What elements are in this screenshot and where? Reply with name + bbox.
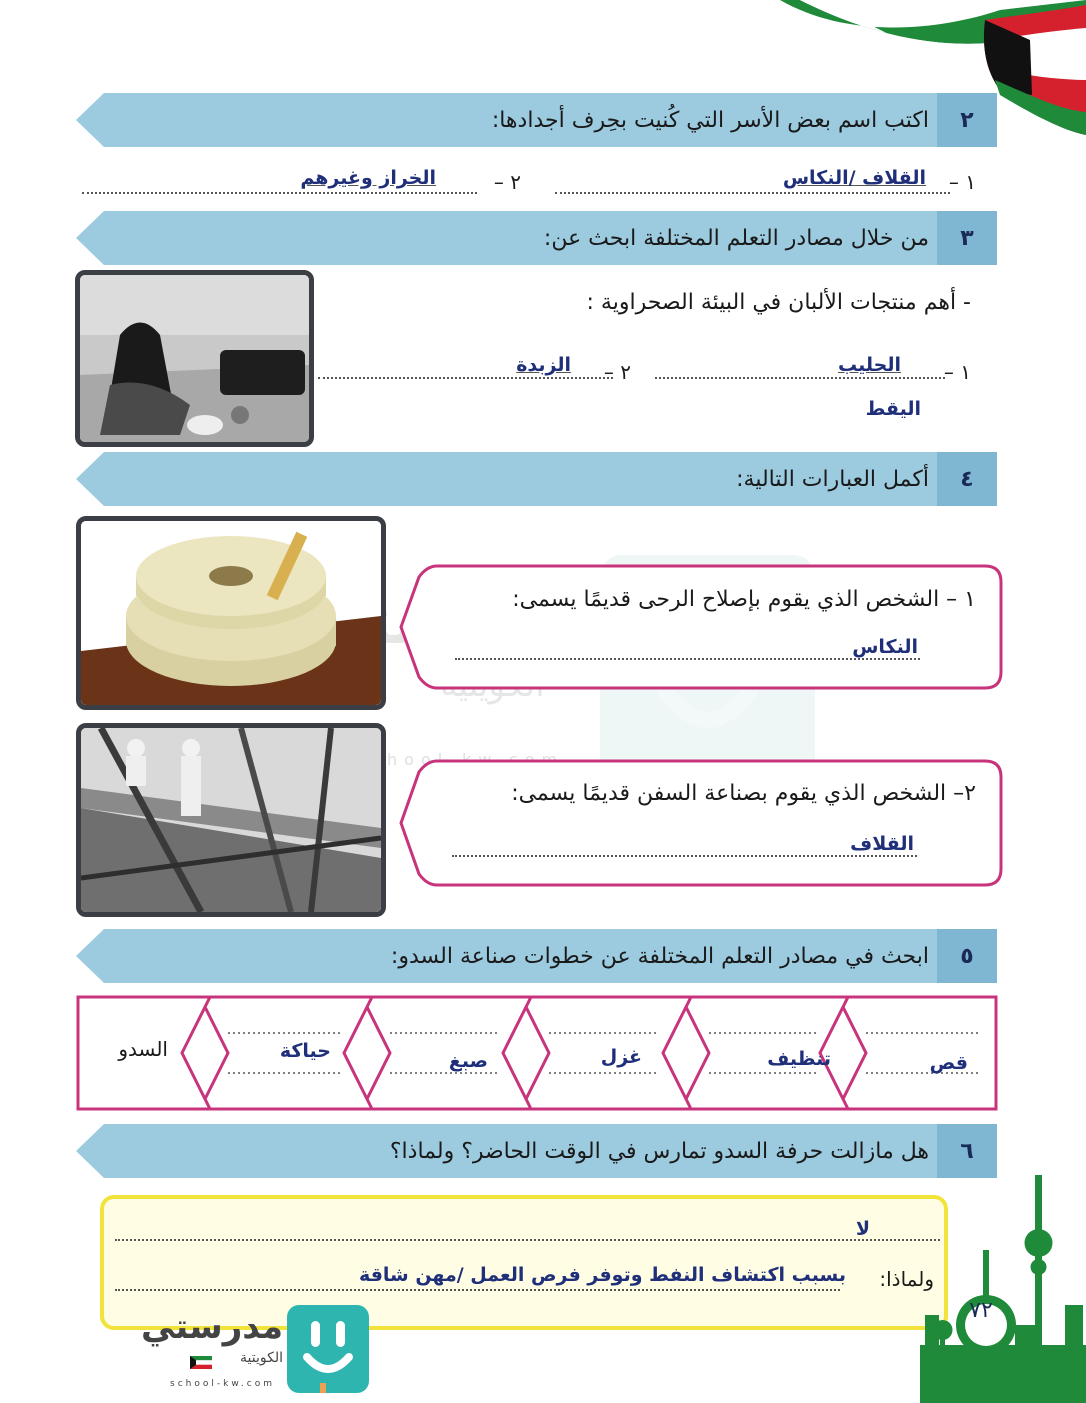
q3-prompt: - أهم منتجات الألبان في البيئة الصحراوية : [586,290,971,315]
q2-item2-prefix: ٢ – [493,170,521,194]
logo-url: school-kw.com [170,1379,275,1389]
q2-item2-line [82,192,477,194]
millstone-photo [76,516,386,710]
q3-item1-extra: اليقط [865,398,921,420]
q4-s1-line [455,658,920,660]
page-number: ٧٢ [969,1298,993,1323]
logo-flag-icon [190,1354,212,1367]
q5-banner [76,929,997,983]
logo-name: مدرستي [141,1307,283,1347]
q3-item2-prefix: ٢ – [603,360,631,384]
q4-s2-answer: القلاف [850,833,914,855]
q5-number: ٥ [960,943,974,969]
q6-banner [76,1124,997,1178]
q4-s2-frame [397,758,1005,888]
q3-title: من خلال مصادر التعلم المختلفة ابحث عن: [543,225,929,251]
q6-why-label: ولماذا: [879,1267,934,1291]
q2-title: اكتب اسم بعض الأسر التي كُنيت بحِرف أجدادها: [491,107,929,133]
q3-item1-line [655,377,945,379]
q4-s2-text: ٢– الشخص الذي يقوم بصناعة السفن قديمًا يسمى: [511,781,976,806]
q6-title: هل مازالت حرفة السدو تمارس في الوقت الحاضر؟ ولماذا؟ [389,1138,929,1164]
q2-item1-answer: القلاف /النكاس [782,167,926,189]
q5-step-5: حياكة [279,1040,331,1062]
q2-item1-line [555,192,950,194]
q4-s2-line [452,855,917,857]
q2-item2-answer: الخراز وغيرهم [300,167,436,189]
q4-s1-frame [397,563,1005,691]
q2-number: ٢ [960,107,974,133]
q5-flow-frame [76,995,1000,1112]
q2-item1-prefix: ١ – [948,170,976,194]
bedouin-woman-photo [75,270,314,447]
q3-banner [76,211,997,265]
q5-step-4: صبغ [448,1050,488,1072]
q4-number: ٤ [960,466,974,492]
q6-line-1 [115,1239,940,1241]
q5-final: السدو [118,1037,168,1061]
q5-step-1: قص [929,1052,968,1074]
kuwait-towers-decoration [915,1175,1086,1403]
q6-why-answer: بسبب اكتشاف النفط وتوفر فرص العمل /مهن شاقة [358,1264,846,1286]
q3-item1-prefix: ١ – [943,360,971,384]
shipbuilding-photo [76,723,386,917]
q5-step-3: غزل [600,1046,642,1068]
q4-s1-text: ١ – الشخص الذي يقوم بإصلاح الرحى قديمًا يسمى: [512,587,976,612]
logo-icon [287,1305,369,1393]
q4-s1-answer: النكاس [852,636,918,658]
logo-sub: الكويتية [240,1350,283,1366]
q5-title: ابحث في مصادر التعلم المختلفة عن خطوات صناعة السدو: [390,943,929,969]
q6-number: ٦ [960,1138,974,1164]
q4-banner [76,452,997,506]
q6-line-2 [115,1289,840,1291]
q3-number: ٣ [960,225,974,251]
q2-banner [76,93,997,147]
q6-answer: لا [855,1218,870,1240]
q3-item2-line [318,377,613,379]
q3-item1-answer: الحليب [838,354,901,376]
q3-item2-answer: الزبدة [516,354,571,376]
q5-step-2: تنظيف [767,1048,831,1070]
q4-title: أكمل العبارات التالية: [736,466,929,492]
